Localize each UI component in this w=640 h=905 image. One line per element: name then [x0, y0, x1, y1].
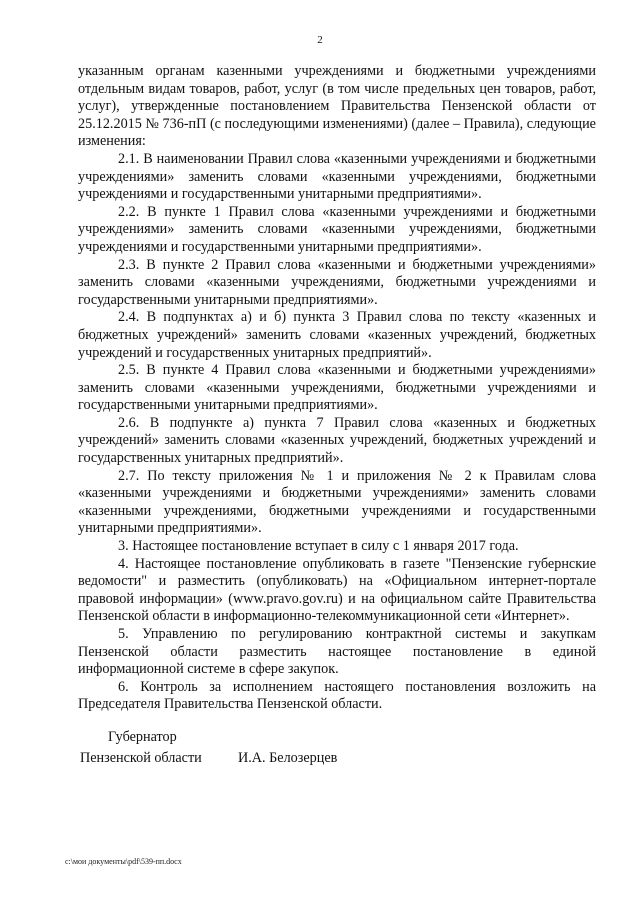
- page-number: 2: [317, 34, 323, 46]
- paragraph-2-1: 2.1. В наименовании Правил слова «казенными учреждениями и бюджетными учреждениями» заменить словами «казенными учреждениями, бюджетными учреждениями и государственными унитарными предприятиями».: [78, 150, 596, 203]
- paragraph-2-2: 2.2. В пункте 1 Правил слова «казенными учреждениями и бюджетными учреждениями» заменить словами «казенными учреждениями, бюджетными учреждениями и государственными унитарными предприятиями».: [78, 203, 596, 255]
- paragraph-4: 4. Настоящее постановление опубликовать в газете "Пензенские губернские ведомости" и разместить (опубликовать) на «Официальном интернет-портале правовой информации» (www.pravo.gov.ru) и на официальном сайте Правительства Пензенской области в информационно-телекоммуникационной сети «Интернет».: [78, 555, 596, 625]
- paragraph-2-6: 2.6. В подпункте а) пункта 7 Правил слова «казенных и бюджетных учреждений» заменить словами «казенных учреждений, бюджетных учреждений и государственных унитарных предприятий».: [78, 414, 596, 467]
- paragraph-6: 6. Контроль за исполнением настоящего постановления возложить на Председателя Правительства Пензенской области.: [78, 678, 596, 713]
- paragraph-5: 5. Управлению по регулированию контрактной системы и закупкам Пензенской области разместить настоящее постановление в единой информационной системе в сфере закупок.: [78, 626, 596, 678]
- paragraph-2-4: 2.4. В подпунктах а) и б) пункта 3 Правил слова по тексту «казенных и бюджетных учреждений» заменить словами «казенных учреждений, бюджетных учреждений и государственных унитарных предприятий».: [78, 309, 596, 361]
- signature-name: И.А. Белозерцев: [238, 750, 338, 766]
- paragraph-3: 3. Настоящее постановление вступает в силу с 1 января 2017 года.: [118, 538, 519, 555]
- paragraph-2-3: 2.3. В пункте 2 Правил слова «казенными и бюджетными учреждениями» заменить словами «казенными учреждениями, бюджетными учреждениями и государственными унитарными предприятиями».: [78, 256, 596, 308]
- document-body: [78, 63, 596, 714]
- paragraph-2-5: 2.5. В пункте 4 Правил слова «казенными и бюджетными учреждениями» заменить словами «казенными учреждениями, бюджетными учреждениями и государственными унитарными предприятиями».: [78, 362, 596, 414]
- signature-region: Пензенской области: [80, 750, 202, 766]
- footer-file-path: c:\мои документы\pdf\539-пп.docx: [65, 857, 182, 866]
- signature-title: Губернатор: [108, 729, 177, 745]
- intro-paragraph: указанным органам казенными учреждениями и бюджетными учреждениями отдельным видам товаров, работ, услуг (в том числе предельных цен товаров, работ, услуг), утвержденные постановлением Правительства Пензенской области от 25.12.2015 № 736-пП (с последующими изменениями) (далее – Правила), следующие изменения:: [78, 63, 596, 150]
- paragraph-2-7: 2.7. По тексту приложения № 1 и приложения № 2 к Правилам слова «казенными учреждениями и бюджетными учреждениями» заменить словами «казенными учреждениями, бюджетными учреждениями и государственными унитарными предприятиями».: [78, 467, 596, 537]
